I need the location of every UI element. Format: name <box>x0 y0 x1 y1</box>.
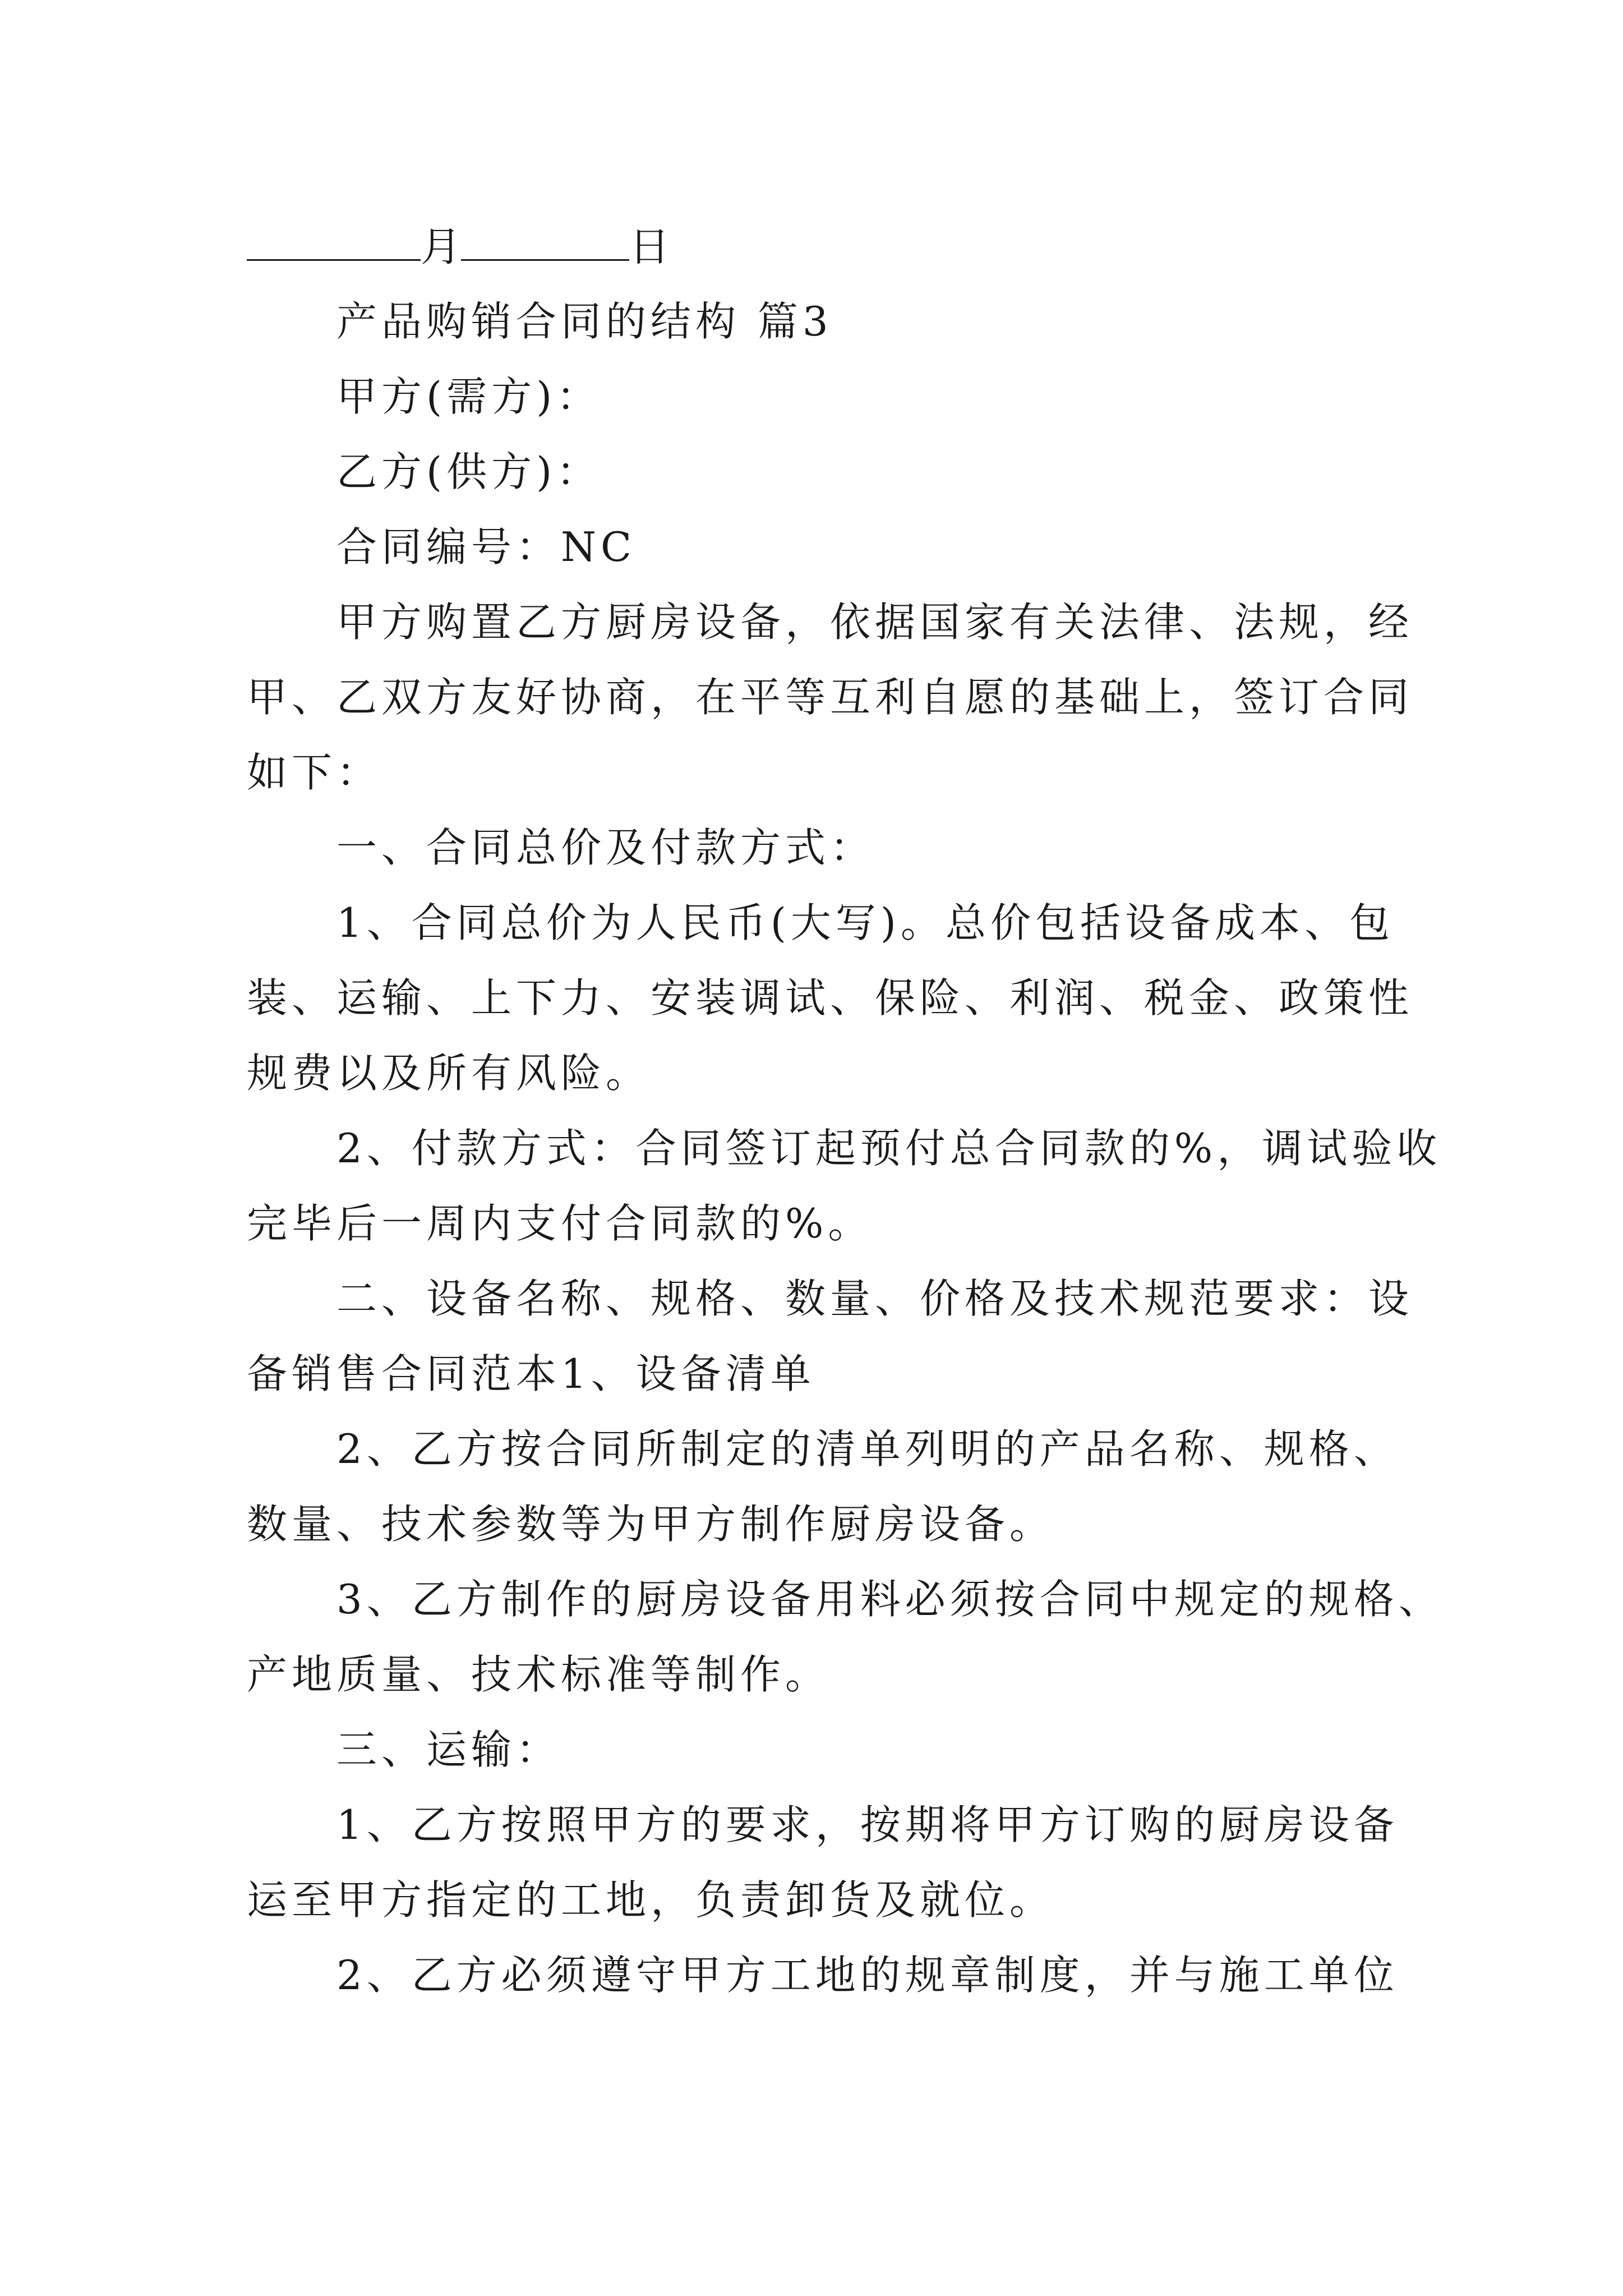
paragraph-line: 运至甲方指定的工地，负责卸货及就位。 <box>247 1876 1055 1924</box>
clause-heading: 二、设备名称、规格、数量、价格及技术规范要求：设 <box>336 1275 1414 1322</box>
date-line <box>247 219 670 272</box>
paragraph-line: 数量、技术参数等为甲方制作厨房设备。 <box>247 1501 1055 1548</box>
paragraph-line: 2、乙方必须遵守甲方工地的规章制度，并与施工单位 <box>336 1952 1399 1999</box>
section-heading: 产品购销合同的结构 篇3 <box>336 298 833 345</box>
party-a-line: 甲方(需方)： <box>336 373 602 420</box>
paragraph-line: 装、运输、上下力、安装调试、保险、利润、税金、政策性 <box>247 974 1414 1022</box>
day-blank <box>461 219 629 261</box>
day-label: 日 <box>629 223 670 270</box>
paragraph-line: 备销售合同范本1、设备清单 <box>247 1350 815 1397</box>
party-b-line: 乙方(供方)： <box>336 448 602 495</box>
paragraph-line: 1、乙方按照甲方的要求，按期将甲方订购的厨房设备 <box>336 1801 1399 1848</box>
paragraph-line: 甲方购置乙方厨房设备，依据国家有关法律、法规，经 <box>336 599 1414 646</box>
clause-heading: 三、运输： <box>336 1726 561 1773</box>
month-blank <box>247 219 421 261</box>
paragraph-line: 完毕后一周内支付合同款的%。 <box>247 1200 873 1247</box>
paragraph-line: 如下： <box>247 749 382 796</box>
month-label: 月 <box>421 223 462 270</box>
paragraph-line: 规费以及所有风险。 <box>247 1050 651 1097</box>
paragraph-line: 1、合同总价为人民币(大写)。总价包括设备成本、包 <box>336 899 1394 946</box>
paragraph-line: 产地质量、技术标准等制作。 <box>247 1651 831 1698</box>
paragraph-line: 2、付款方式：合同签订起预付总合同款的%，调试验收 <box>336 1125 1442 1172</box>
paragraph-line: 3、乙方制作的厨房设备用料必须按合同中规定的规格、 <box>336 1576 1444 1623</box>
clause-heading: 一、合同总价及付款方式： <box>336 824 875 871</box>
paragraph-line: 2、乙方按合同所制定的清单列明的产品名称、规格、 <box>336 1425 1399 1473</box>
paragraph-line: 甲、乙双方友好协商，在平等互利自愿的基础上，签订合同 <box>247 674 1414 721</box>
contract-number-line: 合同编号：NC <box>336 523 637 570</box>
